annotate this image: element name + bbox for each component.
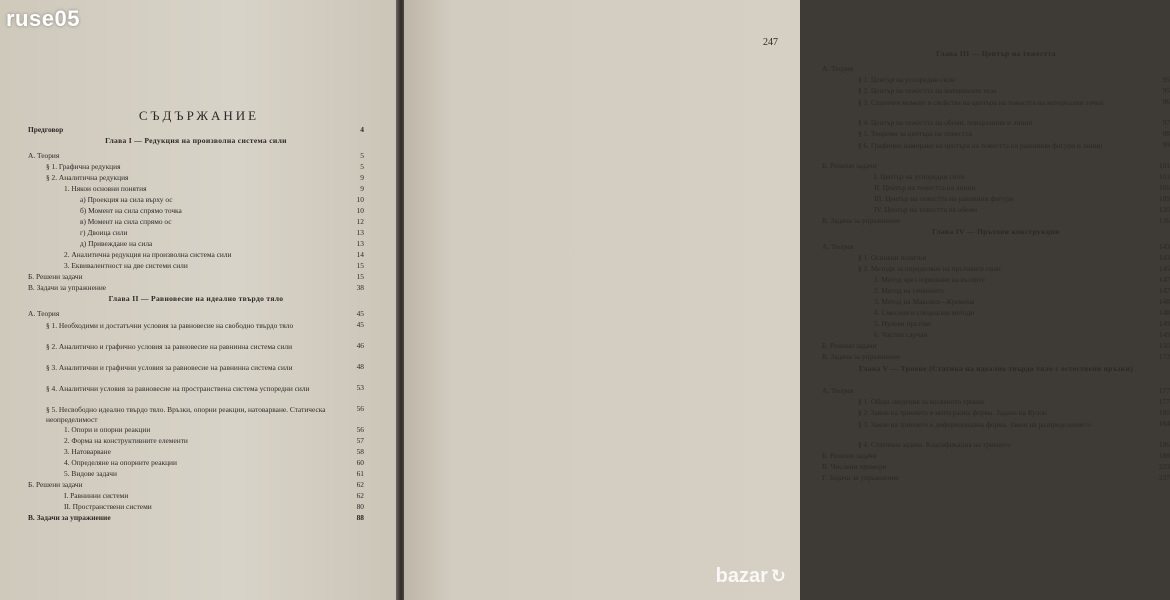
page-number: 247 [763, 37, 778, 48]
toc-title: СЪДЪРЖАНИЕ [138, 108, 260, 123]
toc-entry [822, 353, 1170, 364]
toc-page-number: 14 [356, 250, 364, 259]
toc-entry-title: Глава IV — Прътови конструкции [932, 227, 1060, 236]
toc-entry [28, 405, 364, 426]
toc-entry-title: В. Числени примери [822, 462, 887, 471]
toc-page-number: 237 [1158, 473, 1170, 482]
toc-page-number: 9 [360, 173, 364, 182]
toc-page-number: 101 [1158, 161, 1170, 170]
toc-entry-title: 3. Натоварване [64, 447, 111, 456]
toc-entry-title: § 4. Център на тежестта на обеми, повърхнини и линии [858, 118, 1033, 127]
toc-page-number: 46 [356, 341, 364, 350]
toc-entry-title: г) Двоица сили [80, 228, 128, 237]
toc-entry-title: § 1. Център на успоредни сили [858, 75, 956, 84]
toc-entry-title: § 5. Несвободно идеално твърдо тяло. Връзки, опорни реакции, натоварване. Статическа неопределимост [46, 405, 326, 424]
toc-page-number: 186 [1158, 440, 1170, 449]
toc-entry-title: А. Теория [822, 386, 854, 395]
toc-entry [28, 218, 364, 229]
toc-entry-title: д) Привеждане на сила [80, 239, 153, 248]
toc-entry-title: В. Задачи за упражнение [28, 513, 111, 522]
toc-page-number: 10 [356, 206, 364, 215]
toc-entry-title: 5. Видове задачи [64, 469, 117, 478]
toc-page-number: 58 [356, 447, 364, 456]
toc-page-number: 97 [1162, 118, 1170, 127]
toc-entry-title: 1. Метод чрез изрязване на възлите [874, 275, 985, 284]
toc-entry-title: § 4. Статична задача. Класификация на триенето [858, 440, 1011, 449]
toc-entry-title: б) Момент на сила спрямо точка [80, 206, 182, 215]
toc-page-number: 45 [356, 320, 364, 329]
toc-page-number: 53 [356, 383, 364, 392]
toc-page-number: 188 [1158, 451, 1170, 460]
toc-page-number: 149 [1158, 319, 1170, 328]
toc-page-number: 150 [1158, 341, 1170, 350]
toc-entry-title: Глава V — Триене (Статика на идеално твърдо тяло с естествени връзки) [859, 364, 1133, 373]
toc-entry-title: § 1. Необходими и достатъчни условия за равновесие на свободно твърдо тяло [46, 321, 294, 330]
toc-entry [822, 474, 1170, 485]
toc-entry-title: II. Център на тежестта на линии [874, 183, 976, 192]
toc-entry-title: а) Проекция на сила върху ос [80, 195, 173, 204]
bazar-logo [716, 565, 786, 588]
toc-page-number: 61 [356, 469, 364, 478]
toc-entry-title: Б. Решени задачи [28, 480, 83, 489]
toc-entry-title: § 2. Аналитична редукция [46, 173, 129, 182]
toc-entry-title: I. Равнинни системи [64, 491, 129, 500]
toc-entry-title: 1. Някои основни понятия [64, 184, 147, 193]
toc-entry-title: Глава III — Център на тежестта [936, 49, 1056, 58]
toc-entry-title: А. Теория [822, 64, 854, 73]
toc-page-number: 62 [356, 491, 364, 500]
toc-entry-title: Г. Задачи за упражнение [822, 473, 899, 482]
toc-page-number: 120 [1158, 205, 1170, 214]
toc-page-number: 13 [356, 239, 364, 248]
toc-page-number: 172 [1158, 352, 1170, 361]
chapter-heading [822, 228, 1170, 243]
toc-entry-title: § 3. Статичен момент и свойства на центъра на тежестта на материални точки [858, 98, 1104, 107]
toc-entry-title: § 4. Аналитични условия за равновесие на пространствена система успоредни сили [46, 384, 310, 393]
toc-entry [28, 321, 364, 342]
toc-entry-title: В. Задачи за упражнение [822, 352, 901, 361]
toc-entry [28, 229, 364, 240]
toc-entry [28, 207, 364, 218]
toc-entry-title: § 3. Закон на триенето в диференциална форма. Закон на разпределението [858, 420, 1092, 429]
toc-entry-title: § 2. Методи за определяне на прътовите сили [858, 264, 1001, 273]
toc-entry-title: 3. Метод на Максвел—Кремона [874, 297, 975, 306]
logo-text: bazar [715, 565, 768, 587]
toc-entry [822, 87, 1170, 98]
toc-entry [28, 363, 364, 384]
toc-entry-title: § 1. Графична редукция [46, 162, 121, 171]
toc-entry [28, 514, 364, 525]
toc-left-list [28, 126, 364, 525]
toc-page-number: 145 [1158, 264, 1170, 273]
toc-entry-title: 4. Определяне на опорните реакции [64, 458, 177, 467]
toc-page-number: 180 [1158, 408, 1170, 417]
toc-page-number: 57 [356, 436, 364, 445]
toc-entry-title: А. Теория [28, 309, 60, 318]
toc-entry-title: § 2. Закон на триенето в интегрална форма. Задача на Кулон [858, 408, 1047, 417]
toc-entry [822, 130, 1170, 141]
toc-page-number: 177 [1158, 397, 1170, 406]
toc-entry-title: 1. Опори и опорни реакции [64, 425, 151, 434]
toc-page-number: 45 [356, 309, 364, 318]
toc-entry-title: в) Момент на сила спрямо ос [80, 217, 172, 226]
toc-entry [28, 342, 364, 363]
toc-entry-title: § 3. Аналитични и графични условия за равновесие на равнинна система сили [46, 363, 293, 372]
toc-entry-title: § 1. Основни понятия [858, 253, 927, 262]
toc-page-number: 98 [1162, 129, 1170, 138]
toc-page-number: 147 [1158, 275, 1170, 284]
toc-entry-title: В. Задачи за упражнение [28, 283, 107, 292]
toc-entry [822, 141, 1170, 162]
toc-page-number: 223 [1158, 462, 1170, 471]
toc-entry-title: Б. Решени задачи [822, 341, 877, 350]
toc-page-number: 148 [1158, 308, 1170, 317]
toc-entry [28, 185, 364, 196]
toc-page-number: 12 [356, 217, 364, 226]
toc-page-number: 148 [1158, 297, 1170, 306]
toc-entry-title: IV. Център на тежестта на обеми [874, 205, 978, 214]
toc-page-number: 15 [356, 261, 364, 270]
toc-page-number: 9 [360, 184, 364, 193]
toc-page-number: 13 [356, 228, 364, 237]
right-page [404, 0, 1170, 600]
toc-page-number: 143 [1158, 253, 1170, 262]
toc-entry [822, 420, 1170, 441]
toc-entry-title: Глава I — Редукция на произволна система сили [105, 136, 287, 145]
logo-arrow-icon: ↻ [770, 566, 786, 586]
toc-page-number: 38 [356, 283, 364, 292]
toc-page-number: 5 [360, 151, 364, 160]
toc-page-number: 109 [1158, 194, 1170, 203]
toc-page-number: 88 [356, 513, 364, 522]
toc-entry-title: В. Задачи за упражнение [822, 216, 901, 225]
toc-right-list [822, 50, 1170, 485]
toc-page-number: 136 [1158, 216, 1170, 225]
toc-entry-title: § 1. Общи сведения за косвеното триене [858, 397, 985, 406]
left-page [0, 0, 398, 600]
toc-page-number: 48 [356, 362, 364, 371]
toc-entry-title: § 5. Теореми за центъра на тежестта [858, 129, 972, 138]
toc-entry-title: 4. Смесени и специални методи [874, 308, 975, 317]
toc-entry [28, 310, 364, 321]
toc-page-number: 96 [1162, 97, 1170, 106]
toc-page-number: 62 [356, 480, 364, 489]
toc-entry [822, 409, 1170, 420]
toc-page-number: 184 [1158, 419, 1170, 428]
toc-entry-title: § 6. Графично намиране на центъра на тежестта на равнинни фигури и линии [858, 141, 1103, 150]
toc-entry-title: А. Теория [822, 242, 854, 251]
toc-page-number: 15 [356, 272, 364, 281]
toc-entry-title: 2. Метод на сечението [874, 286, 944, 295]
toc-page-number: 80 [356, 502, 364, 511]
toc-entry-title: § 2. Аналитично и графично условия за равновесие на равнинна система сили [46, 342, 293, 351]
toc-entry-title: III. Център на тежестта на равнинни фигури [874, 194, 1014, 203]
toc-page-number: 149 [1158, 330, 1170, 339]
toc-entry-title: Б. Решени задачи [822, 451, 877, 460]
toc-entry-title: Глава II — Равновесие на идеално твърдо тяло [108, 294, 284, 303]
toc-entry-title: 2. Аналитична редукция на произволна система сили [64, 250, 232, 259]
toc-entry-title: А. Теория [28, 151, 60, 160]
toc-entry-title: Б. Решени задачи [822, 161, 877, 170]
toc-entry-title: § 2. Център на тежестта на материални тела [858, 86, 997, 95]
chapter-heading [28, 295, 364, 310]
toc-page-number: 56 [356, 404, 364, 413]
chapter-heading [822, 50, 1170, 65]
toc-entry [28, 196, 364, 207]
toc-entry-title: 2. Форма на конструктивните елементи [64, 436, 188, 445]
toc-entry-title: Предговор [28, 125, 64, 134]
toc-page-number: 95 [1162, 86, 1170, 95]
toc-entry [822, 98, 1170, 119]
toc-page-number: 101 [1158, 172, 1170, 181]
toc-page-number: 10 [356, 195, 364, 204]
chapter-heading [28, 137, 364, 152]
toc-page-number: 143 [1158, 242, 1170, 251]
toc-page-number: 56 [356, 425, 364, 434]
toc-entry-title: 5. Нулеви прътове [874, 319, 932, 328]
toc-page-number: 99 [1162, 140, 1170, 149]
toc-entry-title: I. Център на успоредни сили [874, 172, 965, 181]
toc-entry [28, 384, 364, 405]
chapter-heading [822, 364, 1170, 387]
toc-entry-title: 3. Еквивалентност на две системи сили [64, 261, 188, 270]
toc-page-number: 95 [1162, 75, 1170, 84]
toc-entry-title: 6. Частни случаи [874, 330, 928, 339]
toc-page-number: 4 [360, 125, 364, 134]
toc-entry-title: Б. Решени задачи [28, 272, 83, 281]
toc-page-number: 106 [1158, 183, 1170, 192]
toc-page-number: 177 [1158, 386, 1170, 395]
toc-page-number: 60 [356, 458, 364, 467]
toc-entry-title: II. Пространствени системи [64, 502, 152, 511]
toc-page-number: 5 [360, 162, 364, 171]
toc-page-number: 147 [1158, 286, 1170, 295]
seller-watermark: ruse05 [6, 6, 80, 31]
